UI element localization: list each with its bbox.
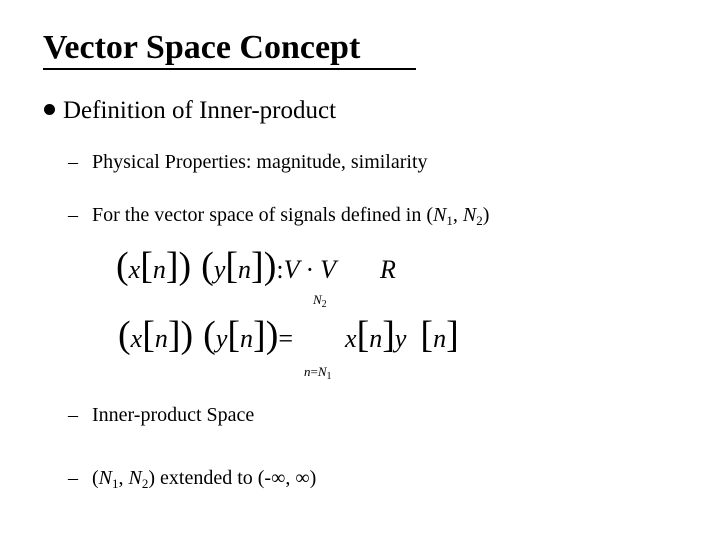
n1-subscript: 1 bbox=[112, 476, 119, 491]
title-underline bbox=[43, 68, 416, 70]
equation-mapping: (x[n]) (y[n]):V · V R bbox=[116, 245, 396, 287]
bullet-text: Definition of Inner-product bbox=[63, 97, 337, 124]
slide-title: Vector Space Concept bbox=[43, 29, 361, 66]
sub-bullet-text: For the vector space of signals defined in ( bbox=[92, 204, 434, 226]
dash-icon: – bbox=[68, 404, 78, 426]
sum-upper-limit: $N_2$ bbox=[313, 292, 327, 310]
bullet-definition bbox=[44, 96, 336, 126]
n2-symbol: N bbox=[128, 467, 142, 489]
extended-text: ) extended to (-∞, ∞) bbox=[148, 467, 317, 489]
n1-symbol: N bbox=[433, 204, 447, 226]
bullet-dot-icon bbox=[44, 104, 55, 115]
n1-subscript: 1 bbox=[446, 213, 453, 228]
dash-icon: – bbox=[68, 151, 78, 173]
n2-subscript: 2 bbox=[141, 476, 149, 491]
sub-bullet-inner-product-space bbox=[68, 403, 254, 427]
close-paren: ) bbox=[482, 204, 490, 226]
equation-inner-product: (x[n]) (y[n])= x[n]y [n] bbox=[118, 314, 459, 356]
open-paren: ( bbox=[92, 467, 99, 489]
sum-lower-limit: $n=N_1$ bbox=[304, 364, 332, 382]
separator: , bbox=[452, 204, 463, 226]
dash-icon: – bbox=[68, 204, 78, 226]
n1-symbol: N bbox=[98, 467, 113, 489]
n2-subscript: 2 bbox=[476, 213, 483, 228]
separator: , bbox=[118, 467, 129, 489]
n2-symbol: N bbox=[462, 204, 477, 226]
dash-icon: – bbox=[68, 467, 78, 489]
sub-bullet-text: Physical Properties: magnitude, similarity bbox=[92, 151, 428, 173]
sub-bullet-vector-space bbox=[68, 203, 489, 233]
sub-bullet-physical bbox=[68, 150, 428, 174]
sub-bullet-extended bbox=[68, 466, 316, 496]
sub-bullet-text: Inner-product Space bbox=[92, 404, 255, 426]
